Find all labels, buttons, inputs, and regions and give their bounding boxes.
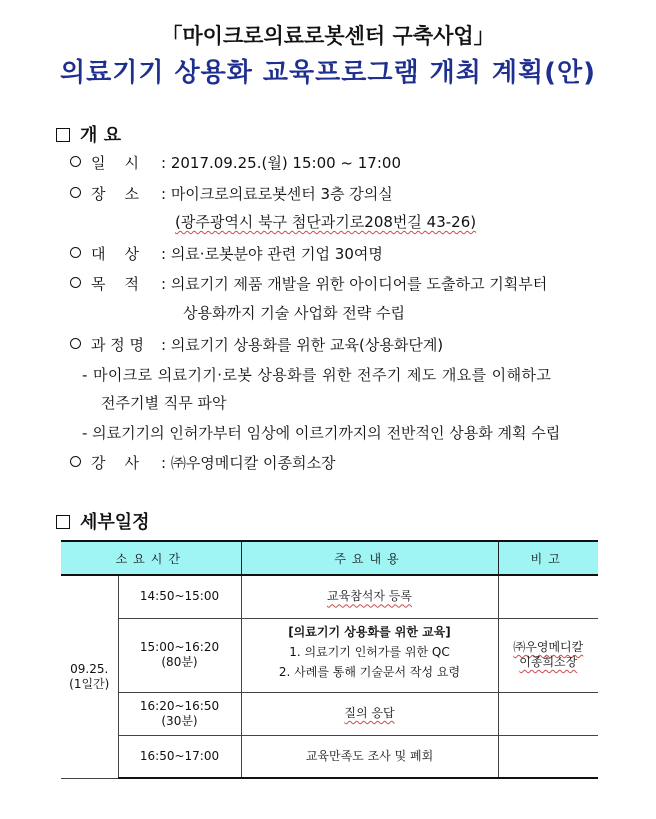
circle-bullet-icon bbox=[70, 247, 81, 258]
header-time: 소요시간 bbox=[61, 541, 241, 575]
overview-target-row: 대 상 : 의료·로봇분야 관련 기업 30여명 bbox=[70, 243, 383, 264]
table-row bbox=[61, 692, 598, 735]
time-cell: 15:00~16:20 (80분) bbox=[118, 618, 241, 692]
circle-bullet-icon bbox=[70, 156, 81, 167]
note-cell: ㈜우영메디칼 이종희소장 bbox=[498, 618, 598, 692]
schedule-header-row bbox=[61, 541, 598, 575]
document-title-line1: 「마이크로의료로봇센터 구축사업」 bbox=[161, 24, 495, 48]
content-cell: 교육만족도 조사 및 폐회 bbox=[241, 735, 498, 778]
table-row bbox=[61, 618, 598, 692]
circle-bullet-icon bbox=[70, 338, 81, 349]
overview-course-sub1: - 마이크로 의료기기·로봇 상용화를 위한 전주기 제도 개요를 이해하고 bbox=[82, 366, 552, 384]
content-cell: 질의 응답 bbox=[241, 692, 498, 735]
section-overview-heading: 개 요 bbox=[56, 121, 121, 147]
circle-bullet-icon bbox=[70, 187, 81, 198]
circle-bullet-icon bbox=[70, 456, 81, 467]
header-note: 비고 bbox=[498, 541, 598, 575]
schedule-table bbox=[61, 540, 598, 779]
content-cell: 교육참석자 등록 bbox=[241, 575, 498, 618]
note-cell bbox=[498, 575, 598, 618]
overview-lecturer-row: 강 사 : ㈜우영메디칼 이종희소장 bbox=[70, 452, 336, 473]
overview-course-sub1-continued: 전주기별 직무 파악 bbox=[101, 394, 227, 412]
time-cell: 14:50~15:00 bbox=[118, 575, 241, 618]
note-cell bbox=[498, 735, 598, 778]
overview-purpose-continued: 상용화까지 기술 사업화 전략 수립 bbox=[183, 304, 405, 322]
table-row bbox=[61, 575, 598, 618]
note-cell bbox=[498, 692, 598, 735]
overview-course-row: 과 정 명 : 의료기기 상용화를 위한 교육(상용화단계) bbox=[70, 334, 443, 355]
time-cell: 16:50~17:00 bbox=[118, 735, 241, 778]
content-cell: [의료기기 상용화를 위한 교육] 1. 의료기기 인허가를 위한 QC 2. 사례를 통해 기술문서 작성 요령 bbox=[241, 618, 498, 692]
overview-date-row: 일 시 : 2017.09.25.(월) 15:00 ~ 17:00 bbox=[70, 152, 401, 173]
overview-place-row: 장 소 : 마이크로의료로봇센터 3층 강의실 bbox=[70, 183, 393, 204]
table-row bbox=[61, 735, 598, 778]
section-schedule-heading: 세부일정 bbox=[56, 508, 150, 534]
overview-place-address: (광주광역시 북구 첨단과기로208번길 43-26) bbox=[175, 213, 477, 231]
overview-course-sub2: - 의료기기의 인허가부터 임상에 이르기까지의 전반적인 상용화 계획 수립 bbox=[82, 424, 561, 442]
header-content: 주요내용 bbox=[241, 541, 498, 575]
checkbox-square-icon bbox=[56, 515, 70, 529]
document-title-line2: 의료기기 상용화 교육프로그램 개최 계획(안) bbox=[59, 58, 597, 88]
date-cell: 09.25. (1일간) bbox=[61, 575, 118, 778]
overview-purpose-row: 목 적 : 의료기기 제품 개발을 위한 아이디어를 도출하고 기획부터 bbox=[70, 273, 547, 294]
checkbox-square-icon bbox=[56, 128, 70, 142]
circle-bullet-icon bbox=[70, 277, 81, 288]
time-cell: 16:20~16:50 (30분) bbox=[118, 692, 241, 735]
